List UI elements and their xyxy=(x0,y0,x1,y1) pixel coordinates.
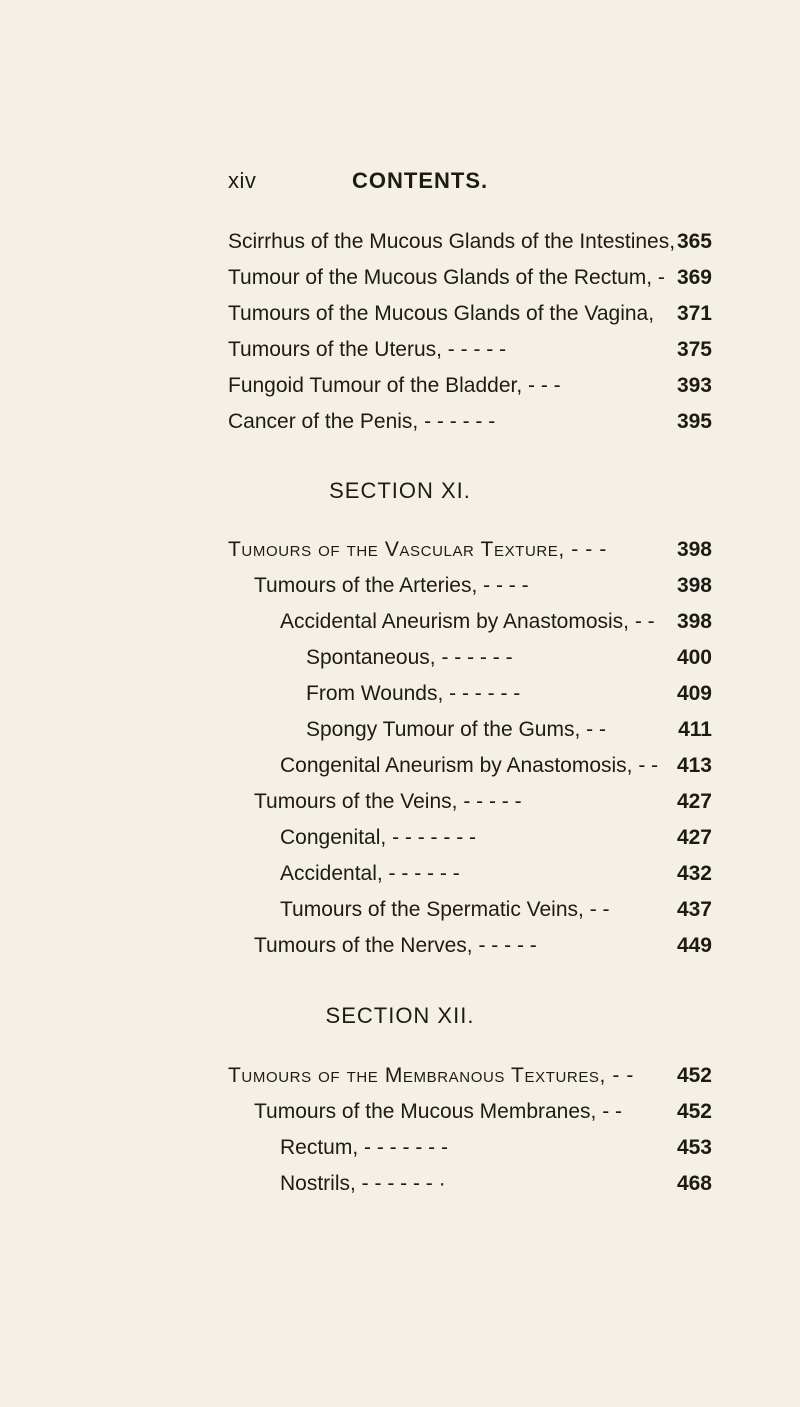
toc-entry xyxy=(306,676,712,712)
toc-entry xyxy=(280,892,712,928)
toc-entry-label: Tumours of the Membranous Textures, - - xyxy=(228,1064,635,1087)
toc-entry xyxy=(280,1166,712,1202)
toc-entry-page: 452 xyxy=(676,1100,712,1123)
toc-entry-label: Tumours of the Nerves, - - - - - xyxy=(254,934,537,957)
toc-entry xyxy=(228,532,712,568)
toc-entry-page: 398 xyxy=(676,574,712,597)
toc-entry-page: 411 xyxy=(678,718,712,741)
toc-entry xyxy=(280,856,712,892)
toc-entry-label: Tumours of the Vascular Texture, - - - xyxy=(228,538,607,561)
toc-entry xyxy=(280,820,712,856)
page-number: xiv xyxy=(228,168,257,193)
toc-entry xyxy=(228,332,712,368)
toc-entry-page: 427 xyxy=(676,790,712,813)
toc-entry-label: Rectum, - - - - - - - xyxy=(280,1136,448,1159)
toc-entry-label: Tumours of the Mucous Membranes, - - xyxy=(254,1100,623,1123)
toc-entry xyxy=(280,1130,712,1166)
toc-entry-label: Congenital Aneurism by Anastomosis, - - xyxy=(280,754,659,777)
toc-entry-page: 432 xyxy=(676,862,712,885)
toc-entry-label: Nostrils, - - - - - - · xyxy=(280,1172,446,1195)
toc-entry-page: 393 xyxy=(676,374,712,397)
toc-entry-page: 375 xyxy=(676,338,712,361)
toc-entry xyxy=(254,928,712,964)
toc-entry-page: 369 xyxy=(676,266,712,289)
section-heading-xi: SECTION XI. xyxy=(329,478,471,503)
toc-entry-label: Congenital, - - - - - - - xyxy=(280,826,477,849)
toc-entry-page: 437 xyxy=(676,898,712,921)
toc-entry-page: 395 xyxy=(676,410,712,433)
toc-entry-label: Tumour of the Mucous Glands of the Rectum, - xyxy=(228,266,665,289)
toc-entry-page: 427 xyxy=(676,826,712,849)
running-title: CONTENTS. xyxy=(352,168,489,193)
toc-entry-label: From Wounds, - - - - - - xyxy=(306,682,521,705)
toc-entry xyxy=(228,1058,712,1094)
toc-entry-label: Spontaneous, - - - - - - xyxy=(306,646,513,669)
toc-entry-label: Accidental, - - - - - - xyxy=(280,862,460,885)
toc-entry-page: 365 xyxy=(676,230,712,253)
toc-entry-page: 452 xyxy=(676,1064,712,1087)
page-header xyxy=(228,168,728,198)
toc-entry-page: 409 xyxy=(676,682,712,705)
toc-entry xyxy=(254,784,712,820)
toc-entry xyxy=(228,368,712,404)
toc-entry-label: Tumours of the Uterus, - - - - - xyxy=(228,338,507,361)
toc-entry xyxy=(228,260,712,296)
toc-entry-label: Cancer of the Penis, - - - - - - xyxy=(228,410,496,433)
toc-entry xyxy=(228,224,712,260)
toc-entry-label: Spongy Tumour of the Gums, - - xyxy=(306,718,606,741)
toc-entry-label: Fungoid Tumour of the Bladder, - - - xyxy=(228,374,561,397)
toc-entry xyxy=(254,1094,712,1130)
toc-entry xyxy=(306,640,712,676)
toc-entry xyxy=(228,296,712,332)
toc-entry xyxy=(306,712,712,748)
toc-entry-label: Scirrhus of the Mucous Glands of the Intestines, xyxy=(228,230,676,253)
toc-entry xyxy=(254,568,712,604)
toc-entry-page: 449 xyxy=(676,934,712,957)
toc-entry-page: 398 xyxy=(676,610,712,633)
toc-entry-label: Tumours of the Spermatic Veins, - - xyxy=(280,898,610,921)
toc-entry xyxy=(280,748,712,784)
toc-entry xyxy=(280,604,712,640)
toc-entry-page: 468 xyxy=(676,1172,712,1195)
toc-entry-label: Tumours of the Arteries, - - - - xyxy=(254,574,529,597)
toc-entry-page: 413 xyxy=(676,754,712,777)
toc-entry-label: Tumours of the Mucous Glands of the Vagina, xyxy=(228,302,655,325)
toc-entry xyxy=(228,404,712,440)
toc-entry-label: Accidental Aneurism by Anastomosis, - - xyxy=(280,610,655,633)
toc-entry-page: 371 xyxy=(676,302,712,325)
toc-entry-page: 453 xyxy=(676,1136,712,1159)
toc-entry-page: 398 xyxy=(676,538,712,561)
toc-entry-label: Tumours of the Veins, - - - - - xyxy=(254,790,522,813)
section-heading-xii: SECTION XII. xyxy=(325,1003,475,1028)
toc-entry-page: 400 xyxy=(676,646,712,669)
